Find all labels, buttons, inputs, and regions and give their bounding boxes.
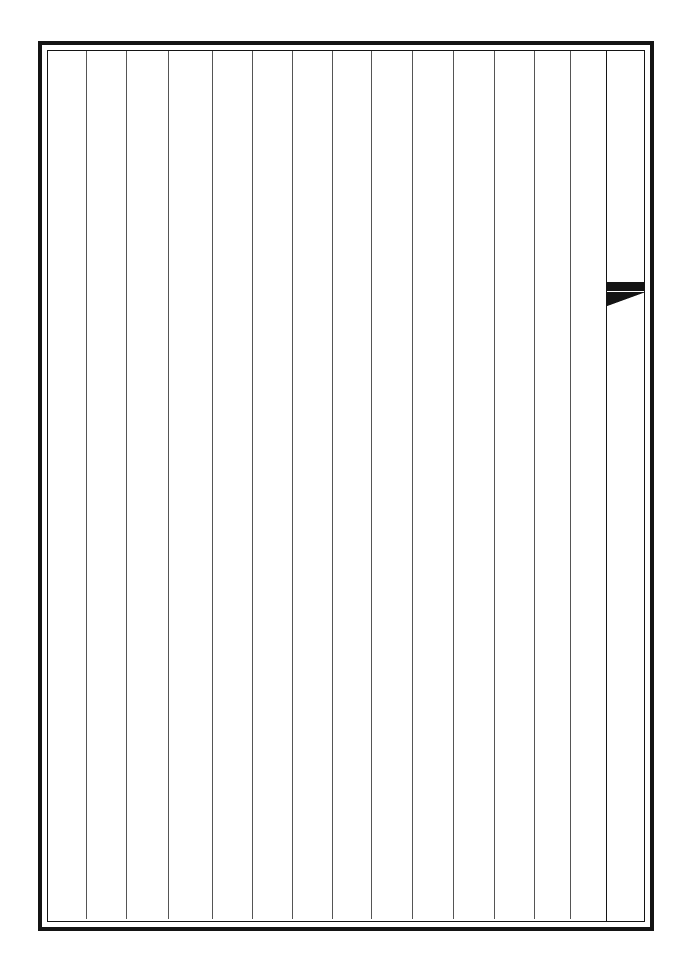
margin-strip bbox=[606, 50, 644, 922]
column-rule bbox=[292, 51, 293, 919]
column-rule bbox=[126, 51, 127, 919]
fishtail-mark bbox=[606, 282, 644, 291]
fishtail-mark-lower bbox=[606, 292, 644, 310]
column-rule bbox=[412, 51, 413, 919]
column-rule bbox=[86, 51, 87, 919]
column-rule bbox=[332, 51, 333, 919]
column-rule bbox=[168, 51, 169, 919]
column-rule bbox=[570, 51, 571, 919]
column-rule bbox=[252, 51, 253, 919]
column-rule bbox=[371, 51, 372, 919]
page-frame-inner bbox=[47, 50, 645, 922]
column-rule bbox=[534, 51, 535, 919]
column-rule bbox=[212, 51, 213, 919]
column-rule bbox=[494, 51, 495, 919]
column-rule bbox=[453, 51, 454, 919]
